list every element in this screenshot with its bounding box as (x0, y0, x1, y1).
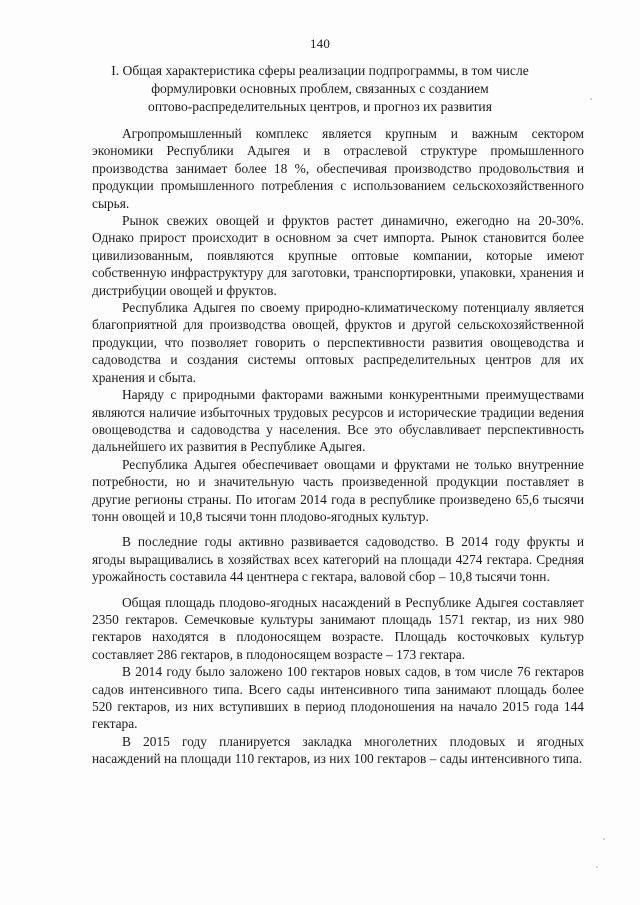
scan-speck (603, 838, 605, 840)
paragraph: В последние годы активно развивается садоводство. В 2014 году фрукты и ягоды выращивались в хозяйствах всех категорий на площади 4274 гектара. Средняя урожайность составила 44 центнера с гектара, валовой сбор – 10,8 тысячи тонн. (92, 534, 584, 585)
section-title-line: I. Общая характеристика сферы реализации подпрограммы, в том числе (111, 63, 529, 78)
body-text (92, 125, 584, 768)
scan-speck (590, 98, 592, 100)
section-title (96, 62, 544, 116)
paragraph: Республика Адыгея обеспечивает овощами и фруктами не только внутренние потребности, но и значительную часть произведенной продукции поставляет в другие регионы страны. По итогам 2014 года в республике произведено 65,6 тысячи тонн овощей и 10,8 тысячи тонн плодово-ягодных культур. (92, 456, 584, 524)
paragraph: Рынок свежих овощей и фруктов растет динамично, ежегодно на 20-30%. Однако прирост происходит в основном за счет импорта. Рынок становится более цивилизованным, появляются крупные оптовые компании, которые имеют собственную инфраструктуру для заготовки, транспортировки, упаковки, хранения и дистрибуции овощей и фруктов. (92, 213, 584, 298)
page-number: 140 (309, 36, 331, 51)
section-title-line: формулировки основных проблем, связанных с созданием (151, 81, 489, 96)
paragraph: Общая площадь плодово-ягодных насаждений в Республике Адыгея составляет 2350 гектаров. Семечковые культуры занимают площадь 1571 гектар, из них 980 гектаров находятся в плодоносящем возрасте. Площадь косточковых культур составляет 286 гектаров, в плодоносящем возрасте – 173 гектара. (92, 594, 584, 662)
section-title-line: оптово-распределительных центров, и прогноз их развития (148, 99, 492, 114)
paragraph: Наряду с природными факторами важными конкурентными преимуществами являются наличие избыточных трудовых ресурсов и исторические традиции ведения овощеводства и садоводства у населения. Все это обуславливает перспективность дальнейшего их развития в Республике Адыгея. (92, 387, 584, 455)
paragraph: Республика Адыгея по своему природно-климатическому потенциалу является благоприятной для производства овощей, фруктов и другой сельскохозяйственной продукции, что позволяет говорить о перспективности развития овощеводства и садоводства и создания системы оптовых распределительных центров для их хранения и сбыта. (92, 300, 584, 385)
scan-speck (596, 866, 598, 868)
paragraph: Агропромышленный комплекс является крупным и важным сектором экономики Республики Адыгея и в отраслевой структуре промышленного производства занимает более 18 %, обеспечивая производство продовольствия и продукции промышленного потребления с использованием сельскохозяйственного сырья. (92, 126, 584, 211)
paragraph: В 2014 году было заложено 100 гектаров новых садов, в том числе 76 гектаров садов интенсивного типа. Всего сады интенсивного типа занимают площадь более 520 гектаров, из них вступивших в период плодоношения на начало 2015 года 144 гектара. (92, 664, 584, 732)
paragraph: В 2015 году планируется закладка многолетних плодовых и ягодных насаждений на площади 110 гектаров, из них 100 гектаров – сады интенсивного типа. (92, 733, 584, 767)
